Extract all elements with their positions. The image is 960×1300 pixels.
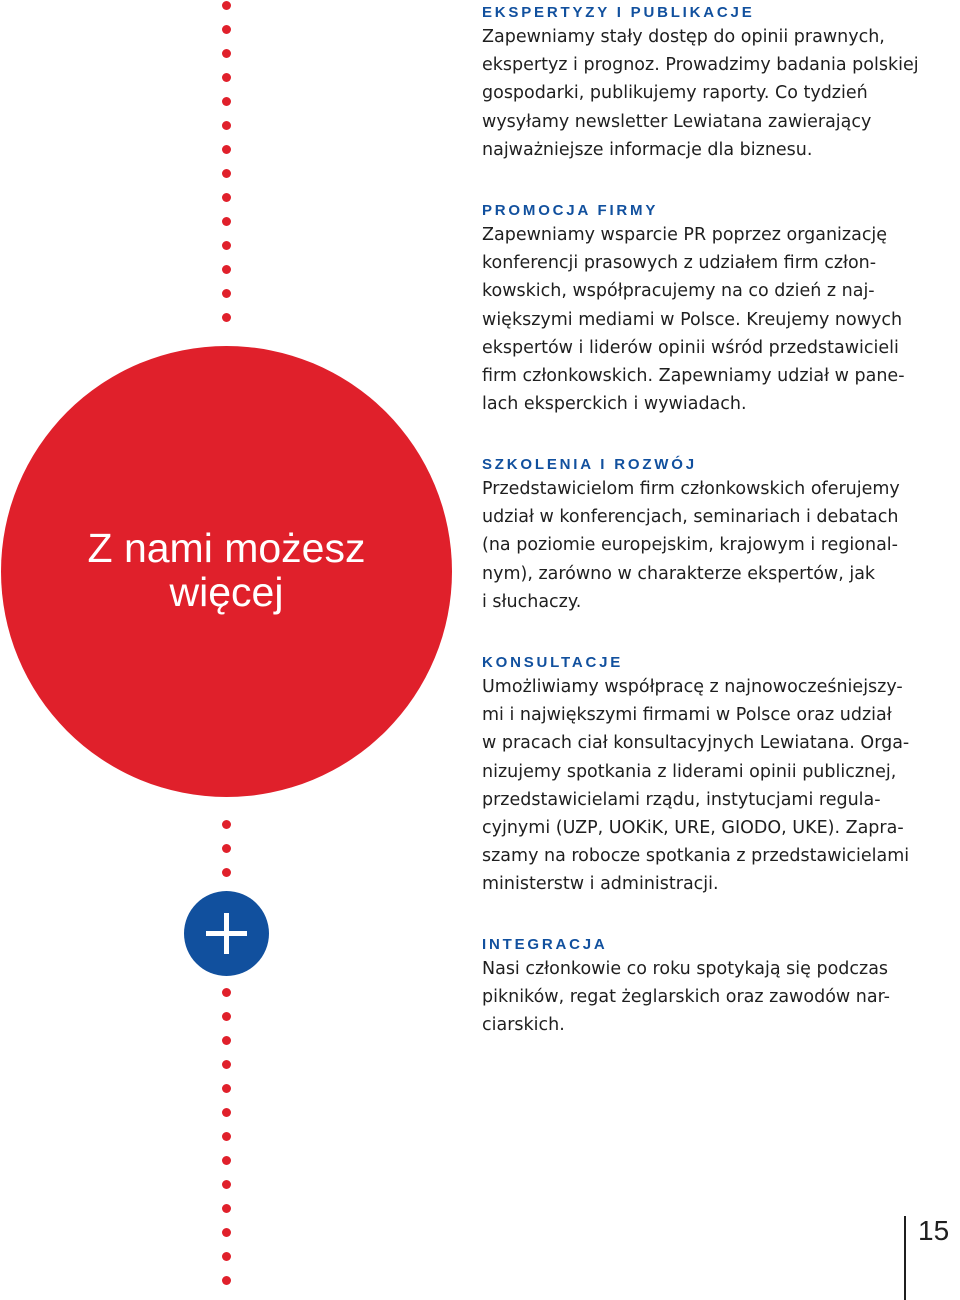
line-dot <box>222 145 231 154</box>
section-title: INTEGRACJA <box>482 936 608 953</box>
line-dot <box>222 1012 231 1021</box>
section-title: PROMOCJA FIRMY <box>482 202 659 219</box>
line-dot <box>222 241 231 250</box>
line-dot <box>222 49 231 58</box>
section-integracja <box>482 935 922 1040</box>
line-dot <box>222 121 231 130</box>
line-dot <box>222 1180 231 1189</box>
line-dot <box>222 289 231 298</box>
red-circle <box>1 346 452 797</box>
line-dot <box>222 1228 231 1237</box>
page-number-rule <box>904 1216 906 1300</box>
section-body: Umożliwiamy współpracę z najnowocześniejszy- mi i największymi firmami w Polsce oraz udział w pracach ciał konsultacyjnych Lewiatana. Orga- nizujemy spotkania z liderami opinii publicznej, przedstawicielami rządu, instytucjami regula- cyjnymi (UZP, UOKiK, URE, GIODO, UKE). Zapra- szamy na robocze spotkania z przedstawicielami ministerstw i administracji. <box>482 677 910 895</box>
line-dot <box>222 169 231 178</box>
line-dot <box>222 1156 231 1165</box>
section-ekspertyzy <box>482 3 922 164</box>
line-dot <box>222 868 231 877</box>
line-dot <box>222 1276 231 1285</box>
line-dot <box>222 1132 231 1141</box>
line-dot <box>222 217 231 226</box>
section-title: EKSPERTYZY I PUBLIKACJE <box>482 4 755 21</box>
line-dot <box>222 820 231 829</box>
line-dot <box>222 265 231 274</box>
section-body: Zapewniamy wsparcie PR poprzez organizację konferencji prasowych z udziałem firm człon- kowskich, współpracujemy na co dzień z naj- większymi mediami w Polsce. Kreujemy nowych ekspertów i liderów opinii wśród przedstawicieli firm członkowskich. Zapewniamy udział w pane- lach eksperckich i wywiadach. <box>482 225 905 415</box>
section-title: SZKOLENIA I ROZWÓJ <box>482 456 697 473</box>
circle-title: Z nami możesz więcej <box>87 524 366 615</box>
line-dot <box>222 313 231 322</box>
line-dot <box>222 73 231 82</box>
line-dot <box>222 1084 231 1093</box>
line-dot <box>222 1204 231 1213</box>
line-dot <box>222 1252 231 1261</box>
plus-icon <box>184 891 269 976</box>
line-dot <box>222 193 231 202</box>
section-body: Przedstawicielom firm członkowskich oferujemy udział w konferencjach, seminariach i debatach (na poziomie europejskim, krajowym i regional- nym), zarówno w charakterze ekspertów, jak i słuchaczy. <box>482 479 900 612</box>
section-body: Zapewniamy stały dostęp do opinii prawnych, ekspertyz i prognoz. Prowadzimy badania polskiej gospodarki, publikujemy raporty. Co tydzień wysyłamy newsletter Lewiatana zawierający najważniejsze informacje dla biznesu. <box>482 27 919 160</box>
section-title: KONSULTACJE <box>482 654 624 671</box>
section-szkolenia <box>482 455 922 616</box>
line-dot <box>222 1 231 10</box>
section-promocja <box>482 201 922 418</box>
plus-vertical-bar <box>224 913 229 954</box>
page-number: 15 <box>918 1215 950 1246</box>
line-dot <box>222 97 231 106</box>
line-dot <box>222 1060 231 1069</box>
line-dot <box>222 1108 231 1117</box>
line-dot <box>222 1036 231 1045</box>
section-body: Nasi członkowie co roku spotykają się podczas pikników, regat żeglarskich oraz zawodów nar- ciarskich. <box>482 959 890 1036</box>
line-dot <box>222 844 231 853</box>
line-dot <box>222 25 231 34</box>
line-dot <box>222 988 231 997</box>
section-konsultacje <box>482 653 922 899</box>
